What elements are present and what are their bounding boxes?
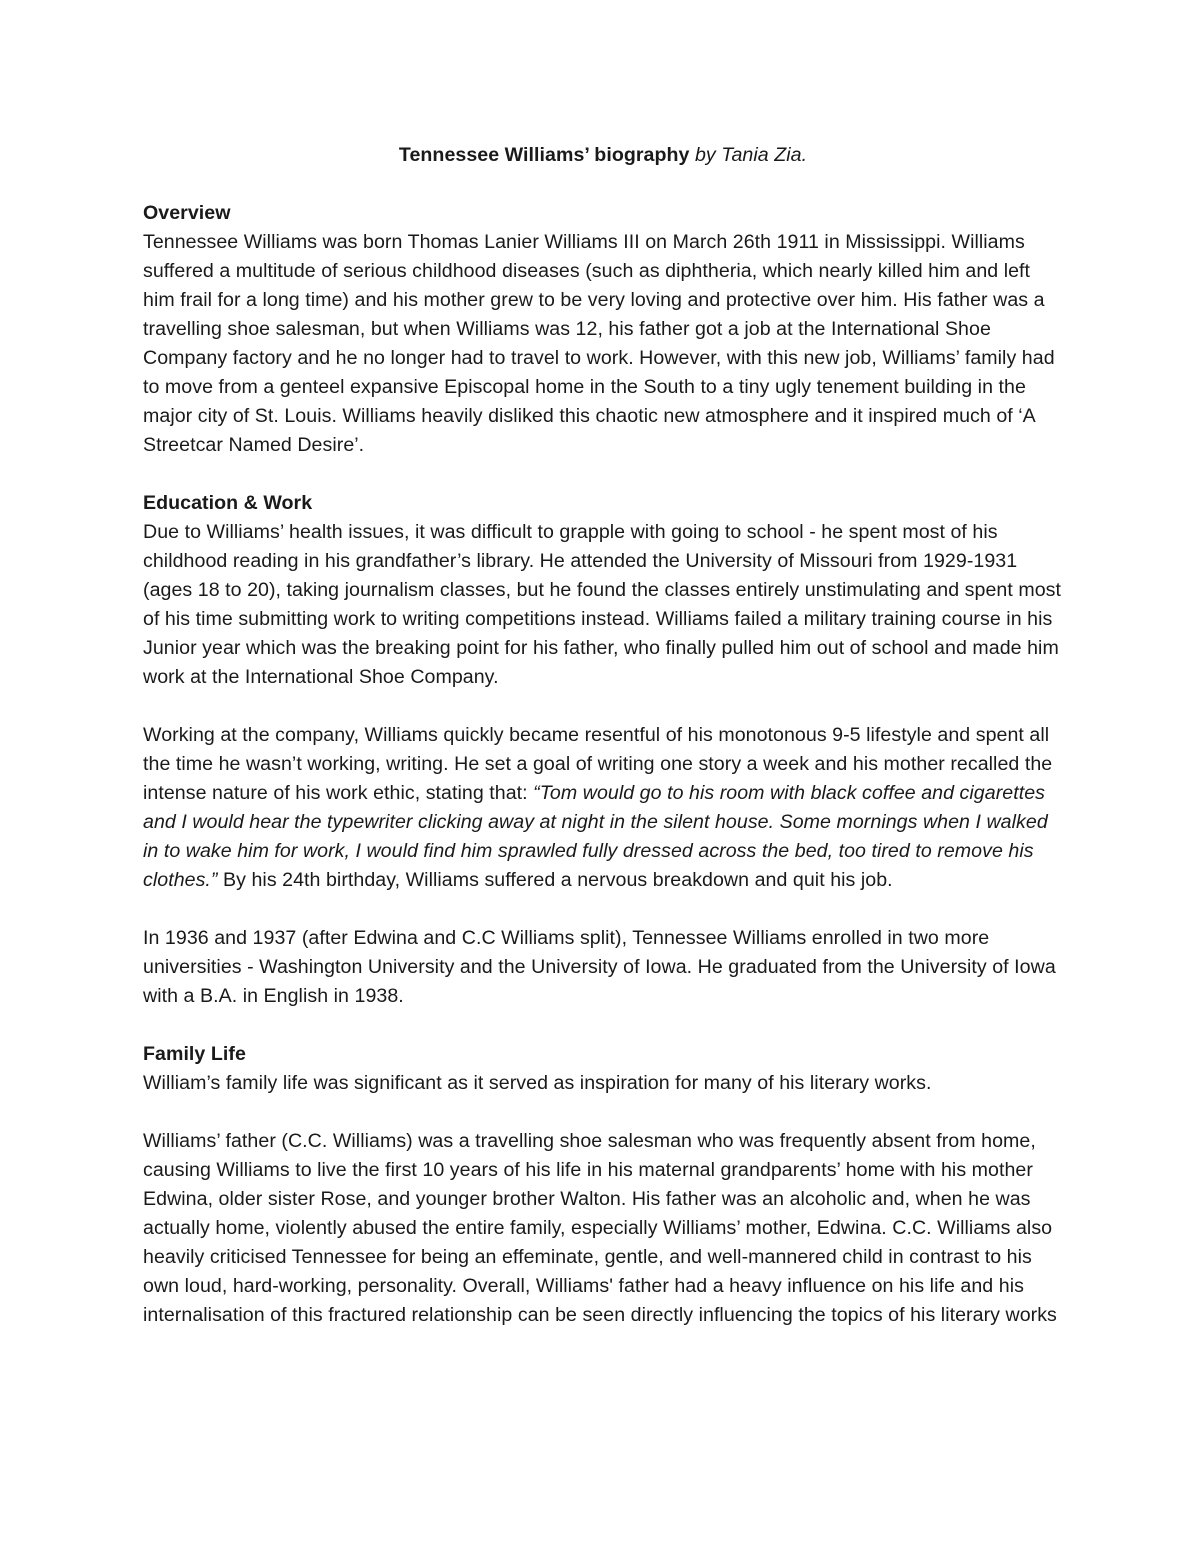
family-paragraph-2: Williams’ father (C.C. Williams) was a travelling shoe salesman who was frequently absent from home, causing Williams to live the first 10 years of his life in his maternal grandparents’ home with his mother Edwina, older sister Rose, and younger brother Walton. His father was an alcoholic and, when he was actually home, violently abused the entire family, especially Williams’ mother, Edwina. C.C. Williams also heavily criticised Tennessee for being an effeminate, gentle, and well-mannered child in contrast to his own loud, hard-working, personality. Overall, Williams' father had a heavy influence on his life and his internalisation of this fractured relationship can be seen directly influencing the topics of his literary works: [143, 1130, 1057, 1326]
education-heading: Education & Work: [143, 492, 313, 514]
family-section: [143, 1040, 1063, 1330]
title-byline: by Tania Zia.: [689, 144, 808, 166]
document-page: [143, 141, 1063, 1330]
family-paragraph-1: William’s family life was significant as it served as inspiration for many of his literary works.: [143, 1072, 932, 1094]
overview-section: [143, 199, 1063, 460]
education-p2-intro: Working at the company, Williams quickly became resentful of his monotonous 9-5 lifestyle and spent all the time he wasn’t working, writing. He set a goal of writing one story a week and his mother recalled the intense nature of his work ethic, stating that:: [143, 724, 1053, 804]
overview-heading: Overview: [143, 202, 231, 224]
mother-quote: “Tom would go to his room with black coffee and cigarettes and I would hear the typewriter clicking away at night in the silent house. Some mornings when I walked in to wake him for work, I would find him sprawled fully dressed across the bed, too tired to remove his clothes.”: [143, 782, 1048, 891]
title-main: Tennessee Williams’ biography: [398, 144, 690, 166]
education-paragraph-2: [143, 721, 1063, 895]
education-section: [143, 489, 1063, 1011]
overview-paragraph: Tennessee Williams was born Thomas Lanier Williams III on March 26th 1911 in Mississippi. Williams suffered a multitude of serious childhood diseases (such as diphtheria, which nearly killed him and left him frail for a long time) and his mother grew to be very loving and protective over him. His father was a travelling shoe salesman, but when Williams was 12, his father got a job at the International Shoe Company factory and he no longer had to travel to work. However, with this new job, Williams’ family had to move from a genteel expansive Episcopal home in the South to a tiny ugly tenement building in the major city of St. Louis. Williams heavily disliked this chaotic new atmosphere and it inspired much of ‘A Streetcar Named Desire’.: [143, 231, 1055, 456]
family-heading: Family Life: [143, 1043, 246, 1065]
education-paragraph-1: Due to Williams’ health issues, it was difficult to grapple with going to school - he spent most of his childhood reading in his grandfather’s library. He attended the University of Missouri from 1929-1931 (ages 18 to 20), taking journalism classes, but he found the classes entirely unstimulating and spent most of his time submitting work to writing competitions instead. Williams failed a military training course in his Junior year which was the breaking point for his father, who finally pulled him out of school and made him work at the International Shoe Company.: [143, 521, 1061, 688]
education-paragraph-3: In 1936 and 1937 (after Edwina and C.C Williams split), Tennessee Williams enrolled in two more universities - Washington University and the University of Iowa. He graduated from the University of Iowa with a B.A. in English in 1938.: [143, 927, 1056, 1007]
document-title: [143, 141, 1063, 170]
education-p2-end: By his 24th birthday, Williams suffered a nervous breakdown and quit his job.: [217, 869, 893, 891]
